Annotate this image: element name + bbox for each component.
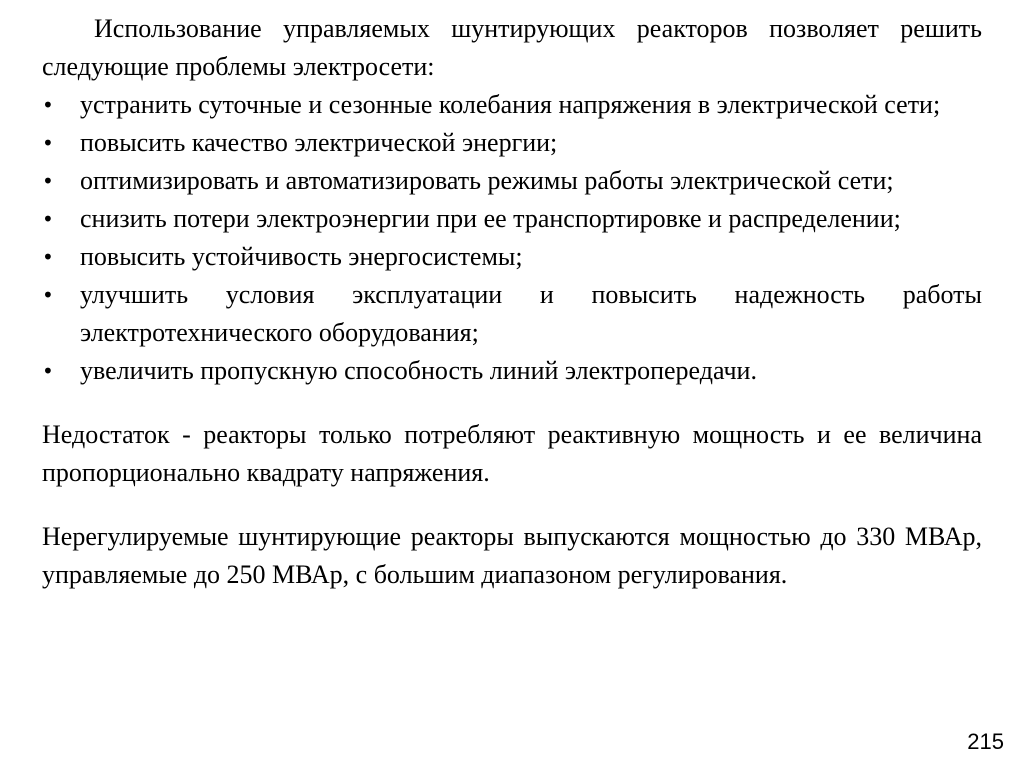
list-item-text: снизить потери электроэнергии при ее транспортировке и распределении; (80, 204, 901, 233)
list-item (42, 238, 982, 276)
slide-content (42, 10, 982, 594)
bullet-icon: • (42, 169, 54, 193)
bullet-icon: • (42, 207, 54, 231)
list-item-text: увеличить пропускную способность линий электропередачи. (80, 356, 757, 385)
list-item (42, 162, 982, 200)
bullet-icon: • (42, 359, 54, 383)
list-item (42, 124, 982, 162)
intro-paragraph: Использование управляемых шунтирующих реакторов позволяет решить следующие проблемы электросети: (42, 14, 982, 81)
list-item (42, 276, 982, 352)
list-item (42, 86, 982, 124)
closing-paragraph: Нерегулируемые шунтирующие реакторы выпускаются мощностью до 330 МВАр, управляемые до 250 МВАр, с большим диапазоном регулирования. (42, 522, 982, 589)
disadvantage-paragraph: Недостаток - реакторы только потребляют реактивную мощность и ее величина пропорционально квадрату напряжения. (42, 420, 982, 487)
list-item-text: улучшить условия эксплуатации и повысить надежность работы электротехнического оборудования; (80, 280, 982, 347)
list-item-text: повысить качество электрической энергии; (80, 128, 558, 157)
bullet-icon: • (42, 283, 54, 307)
problem-list (42, 86, 982, 390)
bullet-icon: • (42, 93, 54, 117)
list-item-text: оптимизировать и автоматизировать режимы работы электрической сети; (80, 166, 894, 195)
list-item (42, 352, 982, 390)
page-number: 215 (967, 729, 1004, 754)
spacer (42, 492, 982, 518)
bullet-icon: • (42, 131, 54, 155)
bullet-icon: • (42, 245, 54, 269)
list-item (42, 200, 982, 238)
list-item-text: повысить устойчивость энергосистемы; (80, 242, 523, 271)
spacer (42, 390, 982, 416)
list-item-text: устранить суточные и сезонные колебания напряжения в электрической сети; (80, 90, 941, 119)
